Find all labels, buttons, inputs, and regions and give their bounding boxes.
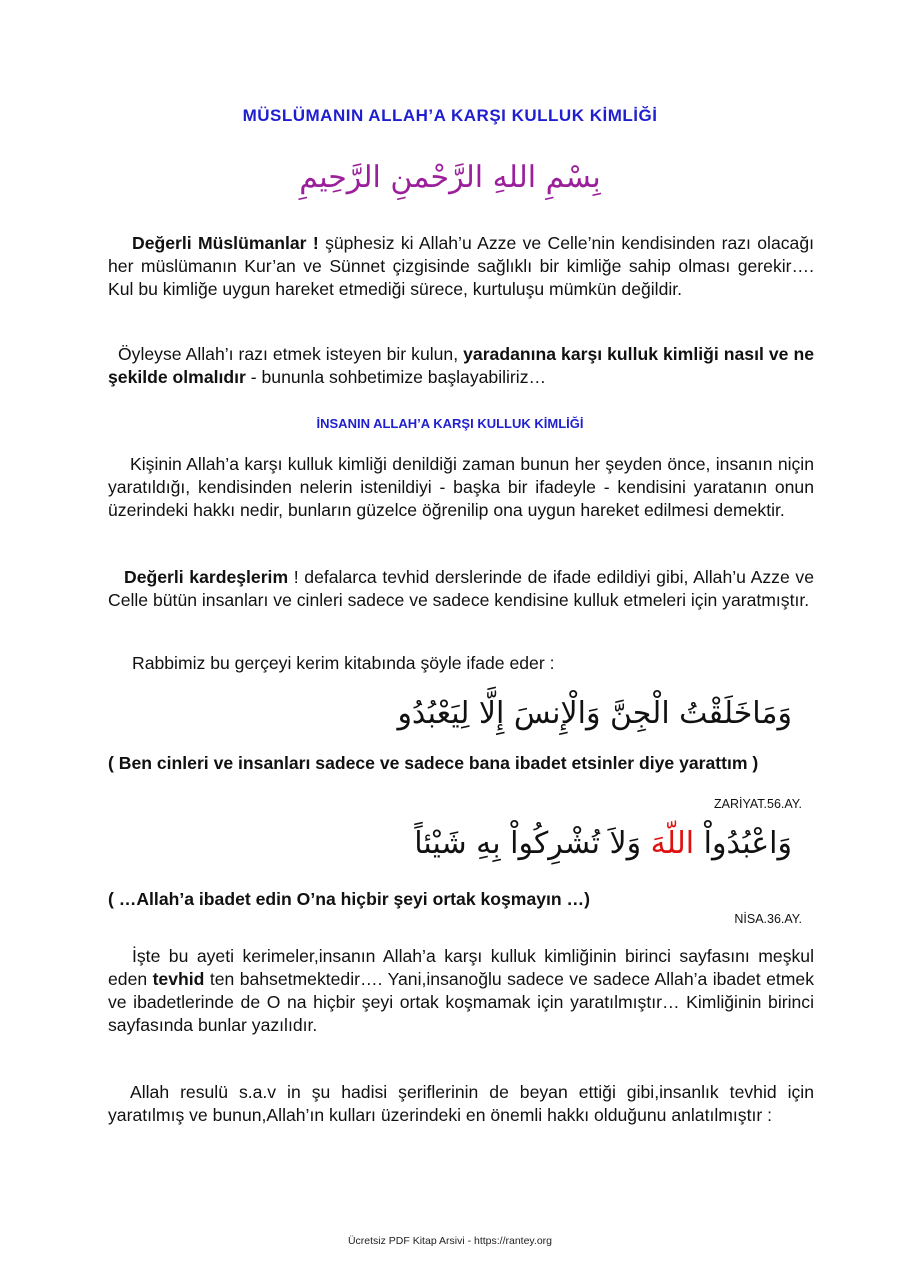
paragraph-definition: Kişinin Allah’a karşı kulluk kimliği denildiği zaman bunun her şeyden önce, insanın niçin yaratıldığı, kendisinden nelerin istenildiyi - başka bir ifadeyle - kendisini yaratanın onun üzerindeki hakkı nedir, bunların güzelce öğrenilip ona uygun hareket edilmesi demektir.: [108, 454, 814, 520]
paragraph-intro-text: şüphesiz ki Allah’u Azze ve Celle’nin kendisinden razı olacağı her müslümanın Kur’an ve Sünnet çizgisinde sağlıklı bir kimliğe sahip olması gerekir…. Kul bu kimliğe uygun hareket etmediği sürece, kurtuluşu mümkün değildir.: [108, 233, 814, 299]
paragraph-question-lead: Öyleyse Allah’ı razı etmek isteyen bir kulun,: [118, 344, 464, 364]
paragraph-tevhid-lead: İşte bu ayeti kerimeler,insanın Allah’a karşı kulluk kimliğinin birinci sayfasını meşkul eden: [108, 946, 814, 989]
paragraph-hadith-intro: Allah resulü s.a.v in şu hadisi şeriflerinin de beyan ettiği gibi,insanlık tevhid için yaratılmış ve bunun,Allah’ın kulları üzerindeki en önemli hakkı olduğunu anlatılmıştır :: [108, 1082, 814, 1125]
paragraph-brothers-text: ! defalarca tevhid derslerinde de ifade edildiyi gibi, Allah’u Azze ve Celle bütün insanları ve cinleri sadece ve sadece kendisine kulluk etmeleri için yaratmıştır.: [108, 567, 814, 610]
paragraph-question: [108, 343, 814, 389]
verse-translation-nisa: ( …Allah’a ibadet edin O’na hiçbir şeyi ortak koşmayın …): [108, 889, 590, 909]
paragraph-question-bold: yaradanına karşı kulluk kimliği nasıl ve ne şekilde olmalıdır: [108, 344, 814, 387]
paragraph-question-tail: - bununla sohbetimize başlayabiliriz…: [245, 367, 547, 387]
verse-arabic-nisa-allah: اللّهَ: [650, 826, 695, 861]
paragraph-brothers-bold: Değerli kardeşlerim: [124, 567, 289, 587]
verse-reference-nisa: NİSA.36.AY.: [734, 912, 802, 926]
paragraph-tevhid-bold: tevhid: [152, 969, 205, 989]
paragraph-tevhid-tail: ten bahsetmektedir…. Yani,insanoğlu sadece ve sadece Allah’a ibadet etmek ve ibadetlerinde de O na hiçbir şeyi ortak koşmamak için yaratılmıştır… Kimliğinin birinci sayfasında bunlar yazılıdır.: [108, 969, 815, 1035]
basmala-arabic: بِسْمِ اللهِ الرَّحْمنِ الرَّحِيمِ: [299, 160, 601, 195]
greeting-bold: Değerli Müslümanlar !: [132, 233, 319, 253]
page-title: MÜSLÜMANIN ALLAH’A KARŞI KULLUK KİMLİĞİ: [242, 106, 658, 125]
verse-arabic-zariyat: وَمَاخَلَقْتُ الْجِنَّ وَالْإِنسَ إِلَّا لِيَعْبُدُو: [397, 696, 792, 731]
paragraph-tevhid: [108, 945, 814, 1037]
verse-reference-zariyat: ZARİYAT.56.AY.: [713, 797, 802, 811]
verse-translation-zariyat: ( Ben cinleri ve insanları sadece ve sadece bana ibadet etsinler diye yarattım ): [108, 753, 759, 773]
verse-arabic-nisa: [414, 826, 792, 861]
verse-arabic-nisa-end: وَلاَ تُشْرِكُواْ بِهِ شَيْئاً: [414, 826, 651, 861]
page-footer: Ücretsiz PDF Kitap Arsivi - https://rantey.org: [347, 1235, 553, 1247]
section-subtitle: İNSANIN ALLAH’A KARŞI KULLUK KİMLİĞİ: [316, 416, 584, 431]
verse-arabic-nisa-start: وَاعْبُدُواْ: [694, 826, 792, 861]
paragraph-lead-in: Rabbimiz bu gerçeyi kerim kitabında şöyle ifade eder :: [132, 653, 555, 673]
paragraph-brothers: [108, 566, 814, 612]
paragraph-intro: [108, 232, 814, 301]
